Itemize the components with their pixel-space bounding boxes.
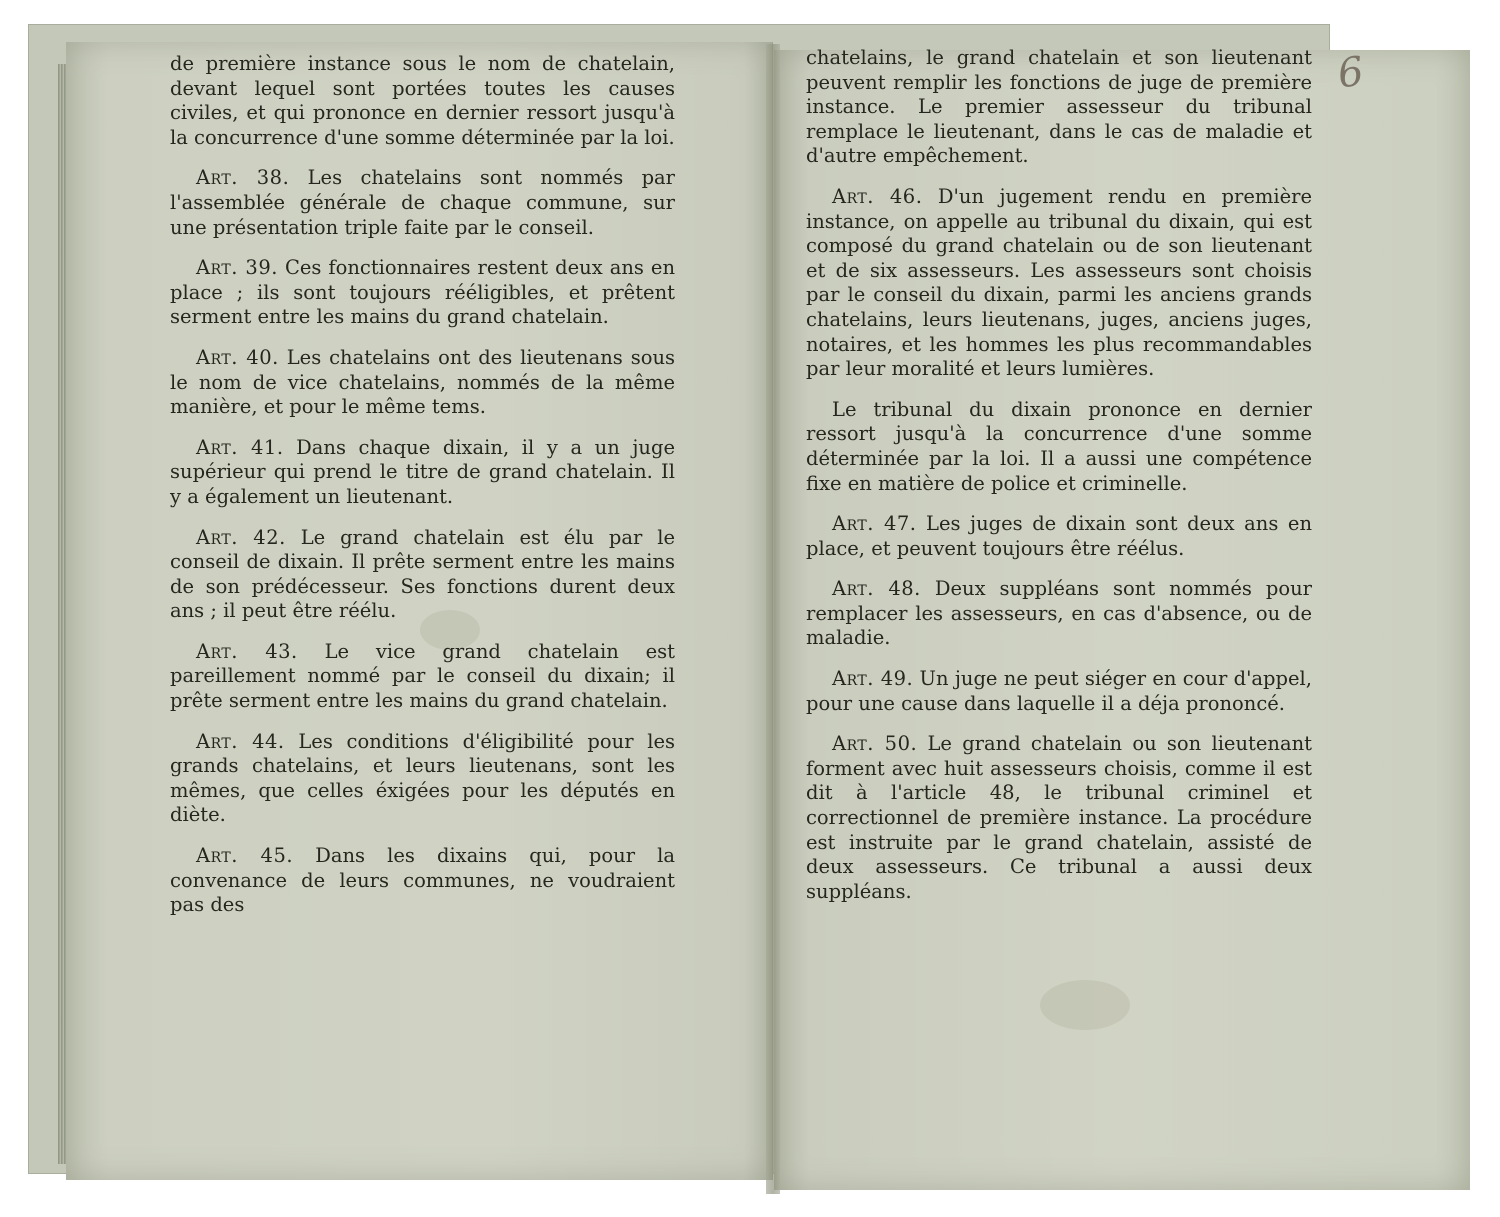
article-label: Art. 48. bbox=[832, 577, 921, 601]
article-text: Les chatelains ont des lieutenans sous le nom de vice chatelains, nommés de la même manière, et pour le même tems. bbox=[170, 345, 676, 419]
right-paragraph-3 bbox=[806, 512, 1312, 561]
paper-stain bbox=[1040, 980, 1130, 1030]
right-paragraph-0 bbox=[806, 46, 1312, 169]
right-paragraph-2 bbox=[806, 398, 1312, 496]
left-paragraph-4 bbox=[170, 436, 675, 510]
left-paragraph-3 bbox=[170, 346, 675, 420]
left-paragraph-1 bbox=[170, 166, 675, 240]
left-paragraph-7 bbox=[170, 730, 675, 828]
article-text: Dans les dixains qui, pour la convenance de leurs communes, ne voudraient pas des bbox=[170, 844, 675, 917]
article-text: Un juge ne peut siéger en cour d'appel, pour une cause dans laquelle il a déja prononcé. bbox=[806, 667, 1312, 715]
article-label: Art. 45. bbox=[196, 844, 294, 868]
right-page-text bbox=[806, 46, 1312, 904]
article-text: Le grand chatelain est élu par le conseil de dixain. Il prête serment entre les mains de son prédécesseur. Ses fonctions durent deux ans ; il peut être réélu. bbox=[170, 525, 676, 623]
right-paragraph-4 bbox=[806, 577, 1312, 651]
article-text: chatelains, le grand chatelain et son lieutenant peuvent remplir les fonctions de juge de première instance. Le premier assesseur du tribunal remplace le lieutenant, dans le cas de maladie et d'autre empêchement. bbox=[806, 46, 1312, 168]
article-text: D'un jugement rendu en première instance, on appelle au tribunal du dixain, qui est composé du grand chatelain ou de son lieutenant et de six assesseurs. Les assesseurs sont choisis par le conseil du dixain, parmi les anciens grands chatelains, leurs lieutenans, juges, anciens juges, notaires, et les hommes les plus recommandables par leur moralité et leurs lumières. bbox=[806, 184, 1312, 381]
article-label: Art. 46. bbox=[832, 184, 923, 208]
article-label: Art. 49. bbox=[832, 667, 914, 691]
right-paragraph-6 bbox=[806, 732, 1312, 904]
left-paragraph-0 bbox=[170, 52, 675, 150]
article-label: Art. 38. bbox=[196, 166, 290, 190]
article-text: Le tribunal du dixain prononce en dernier ressort jusqu'à la concurrence d'une somme déterminée par la loi. Il a aussi une compétence fixe en matière de police et criminelle. bbox=[806, 397, 1312, 495]
article-label: Art. 39. bbox=[196, 256, 278, 280]
article-text: Les juges de dixain sont deux ans en place, et peuvent toujours être réélus. bbox=[806, 512, 1313, 560]
right-paragraph-5 bbox=[806, 667, 1312, 716]
article-text: Le vice grand chatelain est pareillement nommé par le conseil du dixain; il prête serment entre les mains du grand chatelain. bbox=[170, 639, 676, 713]
left-paragraph-5 bbox=[170, 526, 675, 624]
article-label: Art. 50. bbox=[832, 732, 918, 756]
left-page-text bbox=[170, 52, 675, 918]
article-text: Dans chaque dixain, il y a un juge supérieur qui prend le titre de grand chatelain. Il y a également un lieutenant. bbox=[170, 435, 676, 508]
right-paragraph-1 bbox=[806, 185, 1312, 382]
handwritten-page-number: 6 bbox=[1334, 48, 1367, 98]
left-paragraph-8 bbox=[170, 844, 675, 918]
article-label: Art. 40. bbox=[196, 345, 279, 369]
article-label: Art. 43. bbox=[196, 639, 298, 663]
article-label: Art. 44. bbox=[196, 729, 285, 753]
article-text: Le grand chatelain ou son lieutenant forment avec huit assesseurs choisis, comme il est dit à l'article 48, le tribunal criminel et correctionnel de première instance. La procédure est instruite par le grand chatelain, assisté de deux assesseurs. Ce tribunal a aussi deux suppléans. bbox=[806, 732, 1312, 903]
article-label: Art. 42. bbox=[196, 525, 286, 549]
article-text: Les conditions d'éligibilité pour les grands chatelains, et leurs lieutenans, sont les mêmes, que celles éxigées pour les députés en diète. bbox=[170, 729, 676, 827]
article-text: Les chatelains sont nommés par l'assemblée générale de chaque commune, sur une présentation triple faite par le conseil. bbox=[170, 166, 675, 239]
article-text: Ces fonctionnaires restent deux ans en place ; ils sont toujours rééligibles, et prêtent serment entre les mains du grand chatelain. bbox=[170, 256, 676, 329]
article-label: Art. 41. bbox=[196, 435, 284, 459]
article-text: Deux suppléans sont nommés pour remplacer les assesseurs, en cas d'absence, ou de maladie. bbox=[806, 577, 1312, 650]
left-paragraph-2 bbox=[170, 256, 675, 330]
article-text: de première instance sous le nom de chatelain, devant lequel sont portées toutes les causes civiles, et qui prononce en dernier ressort jusqu'à la concurrence d'une somme déterminée par la loi. bbox=[170, 52, 675, 149]
binding-gutter bbox=[766, 44, 780, 1194]
article-label: Art. 47. bbox=[832, 512, 917, 536]
left-paragraph-6 bbox=[170, 640, 675, 714]
